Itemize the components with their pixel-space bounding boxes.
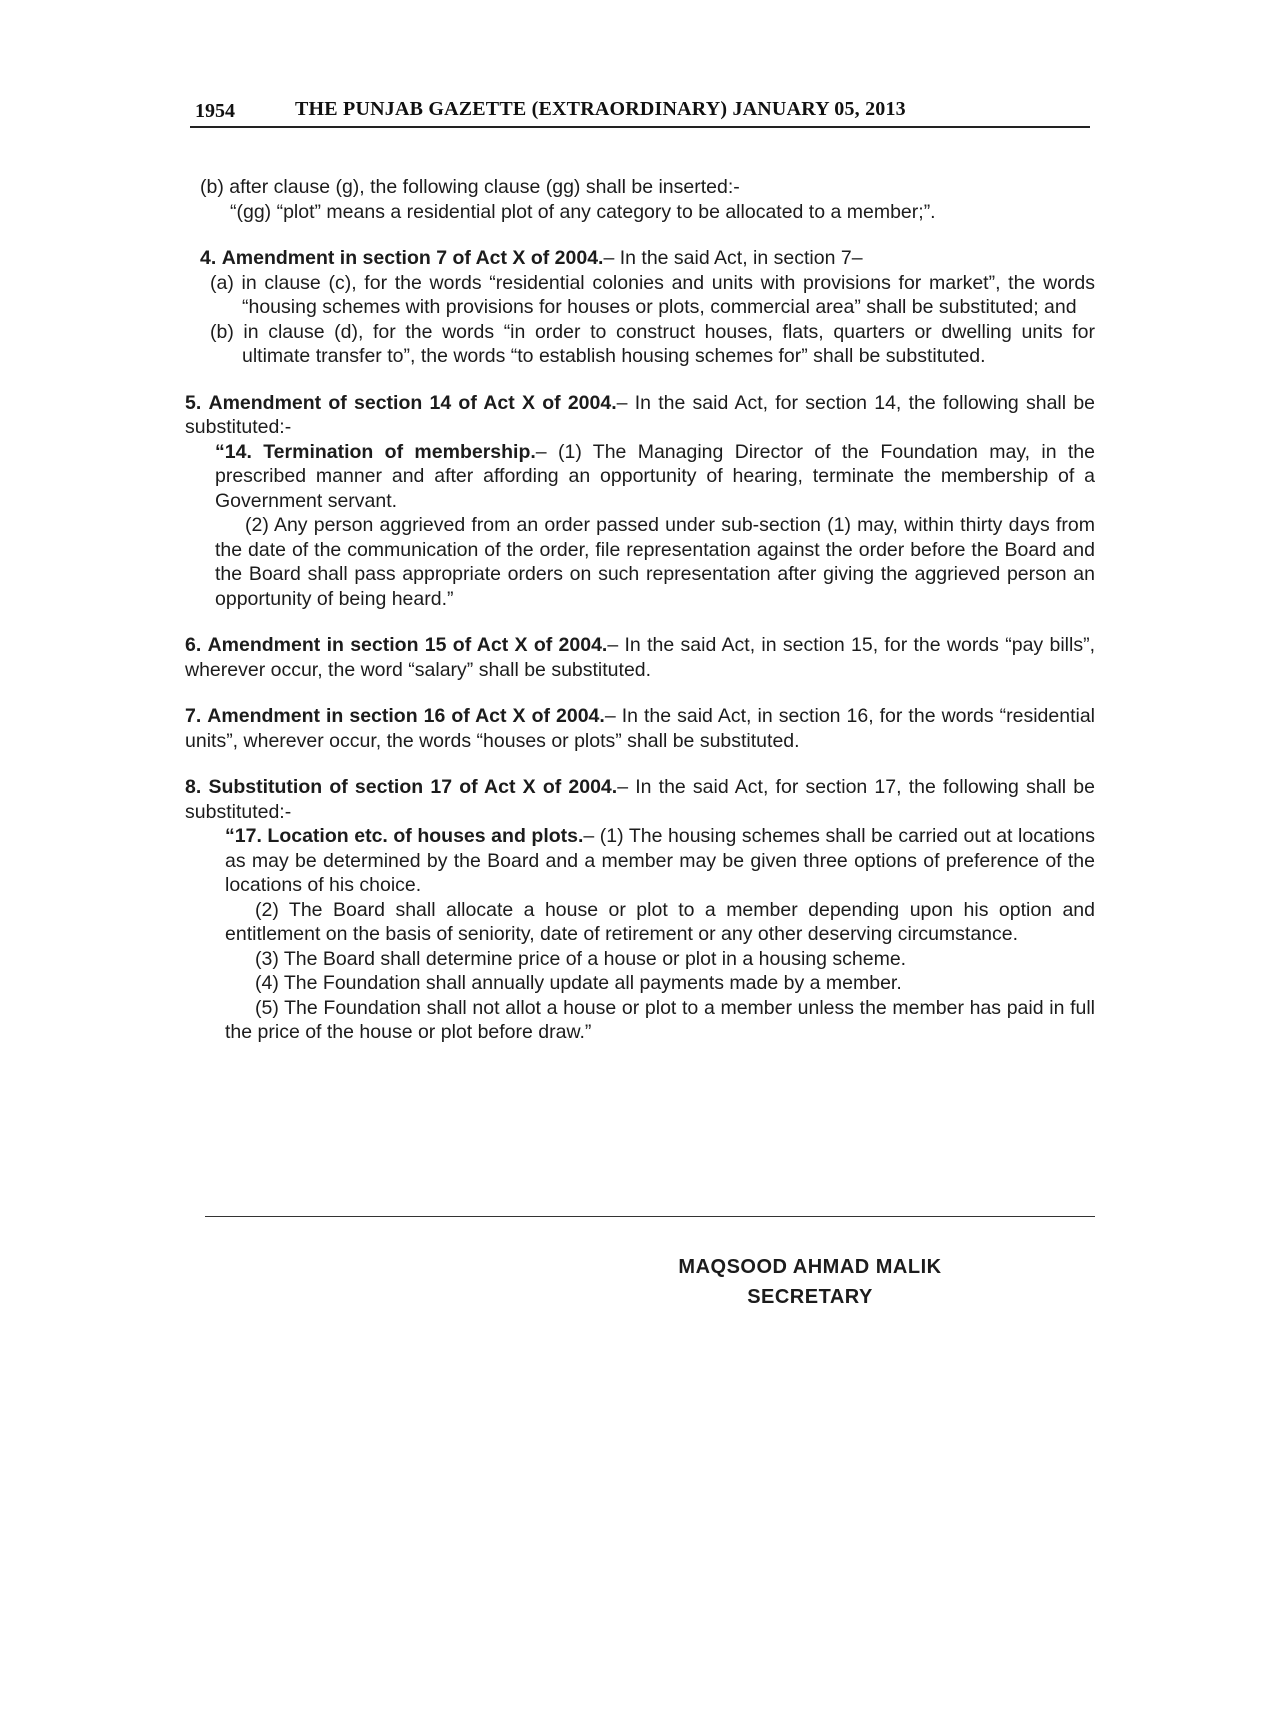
section-14-sub-2: (2) Any person aggrieved from an order passed under sub-section (1) may, within thirty days from the date of the communication of the order, file representation against the order before the Board and the Board shall pass appropriate orders on such representation after giving the aggrieved person an opportunity of being heard.” (215, 514, 1095, 610)
section-8-heading (185, 775, 1095, 824)
page-number: 1954 (195, 100, 235, 122)
section-4-lead: – In the said Act, in section 7– (603, 247, 863, 269)
section-6-title: Amendment in section 15 of Act X of 2004. (207, 634, 608, 656)
section-8-title: Substitution of section 17 of Act X of 2004. (208, 776, 618, 798)
section-8-lead: – In the said Act, for section 17, the following shall be substituted:- (185, 776, 1095, 823)
section-17-title: Location etc. of houses and plots. (267, 825, 584, 847)
signatory-name: MAQSOOD AHMAD MALIK (678, 1256, 942, 1278)
spacer (200, 753, 1095, 775)
spacer (200, 369, 1095, 391)
section-17-sub-1: – (1) The housing schemes shall be carried out at locations as may be determined by the Board and a member may be given three options of preference of the locations of his choice. (225, 825, 1095, 896)
signatory-block (600, 1252, 1020, 1312)
section-7-title: Amendment in section 16 of Act X of 2004. (207, 705, 605, 727)
section-4-title: Amendment in section 7 of Act X of 2004. (221, 247, 604, 269)
section-14-number: “14. (215, 440, 252, 463)
section-4-heading (200, 246, 1095, 271)
section-17-sub-4: (4) The Foundation shall annually update all payments made by a member. (255, 972, 902, 994)
section-14-title: Termination of membership. (263, 440, 536, 463)
section-7 (185, 704, 1095, 753)
section-17-sub-2: (2) The Board shall allocate a house or plot to a member depending upon his option and entitlement on the basis of seniority, date of retirement or any other deserving circumstance. (225, 898, 1095, 945)
section-5-lead: – In the said Act, for section 14, the following shall be substituted:- (185, 391, 1096, 438)
section-5-title: Amendment of section 14 of Act X of 2004. (208, 391, 617, 414)
spacer (200, 224, 1095, 246)
spacer (200, 682, 1095, 704)
section-6-number: 6. (185, 634, 202, 656)
section-4-number: 4. (200, 247, 217, 269)
section-17-subst (225, 824, 1095, 898)
section-17-sub-3: (3) The Board shall determine price of a house or plot in a housing scheme. (255, 947, 907, 970)
section-7-number: 7. (185, 705, 202, 727)
section-5-number: 5. (185, 391, 202, 414)
section-14-subst (215, 440, 1095, 514)
document-body (185, 175, 1096, 1045)
section-7-lead: – In the said Act, in section 16, for the words “residential units”, wherever occur, the words “houses or plots” shall be substituted. (185, 705, 1095, 752)
section-17-number: “17. (225, 825, 262, 847)
header-rule (190, 126, 1090, 128)
section-14-sub-1: – (1) The Managing Director of the Foundation may, in the prescribed manner and after affording an opportunity of hearing, terminate the membership of a Government servant. (215, 440, 1095, 512)
gazette-title: THE PUNJAB GAZETTE (EXTRAORDINARY) JANUARY 05, 2013 (295, 98, 906, 120)
signature-rule (205, 1216, 1095, 1217)
spacer (200, 611, 1095, 633)
section-4-clause-a: (a) in clause (c), for the words “residential colonies and units with provisions for market”, the words “housing schemes with provisions for houses or plots, commercial area” shall be substituted; and (210, 271, 1095, 318)
section-6-lead: – In the said Act, in section 15, for the words “pay bills”, wherever occur, the word “salary” shall be substituted. (185, 634, 1095, 681)
signatory-designation: SECRETARY (747, 1286, 873, 1308)
section-5-heading (185, 391, 1095, 440)
section-8-number: 8. (185, 776, 202, 798)
section-17-sub-5: (5) The Foundation shall not allot a house or plot to a member unless the member has paid in full the price of the house or plot before draw.” (225, 996, 1095, 1043)
section-6 (185, 633, 1095, 682)
page-header (185, 96, 1090, 128)
clause-gg: “(gg) “plot” means a residential plot of any category to be allocated to a member;”. (230, 200, 936, 223)
section-4-clause-b: (b) in clause (d), for the words “in order to construct houses, flats, quarters or dwelling units for ultimate transfer to”, the words “to establish housing schemes for” shall be substituted. (210, 320, 1095, 367)
clause-b-intro: (b) after clause (g), the following clause (gg) shall be inserted:- (200, 176, 740, 198)
